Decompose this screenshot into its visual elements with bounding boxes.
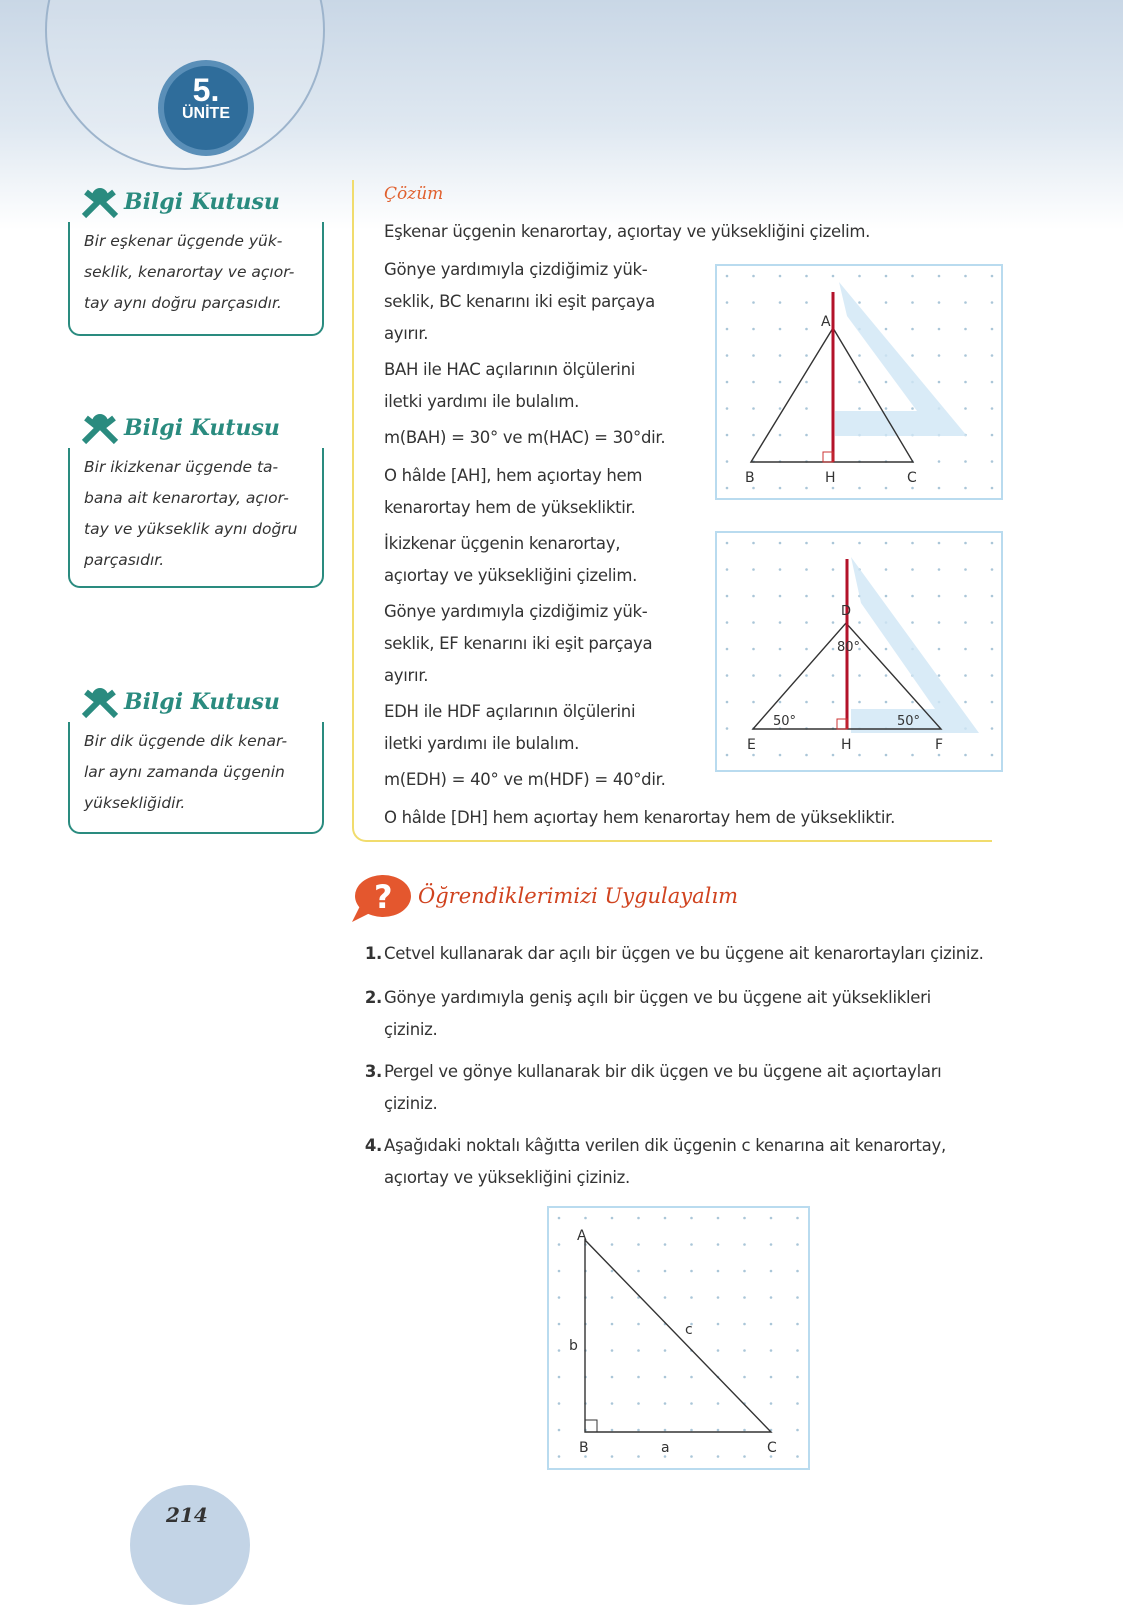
info-box-title: Bilgi Kutusu	[80, 412, 280, 446]
exercise-item: 1. Cetvel kullanarak dar açılı bir üçgen ve bu üçgene ait kenarortayları çiziniz.	[364, 944, 984, 963]
exercise-item: 3. Pergel ve gönye kullanarak bir dik üçgen ve bu üçgene ait açıortayları çiziniz.	[364, 1062, 942, 1113]
solution-paragraph: O hâlde [AH], hem açıortay hem kenarortay hem de yüksekliktir.	[384, 466, 643, 517]
solution-paragraph: Gönye yardımıyla çizdiğimiz yük- seklik, EF kenarını iki eşit parçaya ayırır.	[384, 602, 653, 685]
label-d: D	[841, 604, 852, 619]
label-f: F	[935, 737, 944, 753]
info-box-3	[68, 722, 324, 834]
right-triangle-figure	[547, 1206, 810, 1470]
mascot-icon	[80, 186, 120, 220]
exercises-title: Öğrendiklerimizi Uygulayalım	[418, 884, 739, 908]
label-side-c: c	[685, 1322, 693, 1338]
question-bubble-icon	[350, 872, 412, 924]
solution-intro: Eşkenar üçgenin kenarortay, açıortay ve yüksekliğini çizelim.	[384, 222, 871, 241]
label-e: E	[747, 737, 756, 753]
label-c: C	[767, 1440, 777, 1456]
info-text: yüksekliğidir.	[84, 794, 186, 812]
right-angle-mark	[585, 1420, 597, 1432]
unit-number: 5.	[192, 72, 220, 108]
label-h: H	[841, 737, 852, 753]
set-square-shape	[835, 282, 967, 436]
angle-top: 80°	[837, 640, 861, 655]
page-number: 214	[166, 1503, 208, 1527]
isosceles-triangle-figure	[715, 531, 1003, 772]
dot-grid-figure-2	[717, 533, 1001, 770]
info-text: seklik, kenarortay ve açıor-	[84, 263, 295, 281]
solution-paragraph: İkizkenar üçgenin kenarortay, açıortay ve yüksekliğini çizelim.	[384, 534, 638, 585]
info-box-1	[68, 222, 324, 336]
page-number-badge	[130, 1485, 250, 1605]
label-a: A	[577, 1228, 587, 1244]
exercise-item: 2. Gönye yardımıyla geniş açılı bir üçgen ve bu üçgene ait yükseklikleri çiziniz.	[364, 988, 931, 1039]
info-box-title: Bilgi Kutusu	[80, 186, 280, 220]
label-c: C	[907, 470, 917, 486]
solution-title: Çözüm	[384, 184, 444, 204]
label-a: A	[821, 314, 831, 330]
info-text: bana ait kenarortay, açıor-	[84, 489, 289, 507]
info-text: tay aynı doğru parçasıdır.	[84, 294, 282, 312]
mascot-icon	[80, 412, 120, 446]
set-square-shape	[851, 557, 979, 733]
mascot-icon	[80, 686, 120, 720]
label-b: B	[745, 470, 755, 486]
dot-grid-figure-3	[549, 1208, 808, 1468]
unit-label: ÜNİTE	[182, 105, 230, 122]
info-box-2	[68, 448, 324, 588]
equation-2: m(EDH) = 40° ve m(HDF) = 40°dir.	[384, 770, 666, 789]
unit-badge	[158, 60, 254, 156]
solution-paragraph: BAH ile HAC açılarının ölçülerini iletki yardımı ile bulalım.	[384, 360, 636, 411]
svg-text:?: ?	[374, 878, 393, 916]
label-side-b: b	[569, 1338, 578, 1354]
angle-left: 50°	[773, 714, 797, 729]
angle-right: 50°	[897, 714, 921, 729]
label-side-a: a	[661, 1440, 670, 1456]
solution-paragraph: Gönye yardımıyla çizdiğimiz yük- seklik, BC kenarını iki eşit parçaya ayırır.	[384, 260, 655, 343]
exercise-item: 4. Aşağıdaki noktalı kâğıtta verilen dik üçgenin c kenarına ait kenarortay, açıortay ve yüksekliğini çiziniz.	[364, 1136, 946, 1187]
label-h: H	[825, 470, 836, 486]
solution-paragraph: EDH ile HDF açılarının ölçülerini iletki yardımı ile bulalım.	[384, 702, 636, 753]
equation-1: m(BAH) = 30° ve m(HAC) = 30°dir.	[384, 428, 666, 447]
info-text: Bir ikizkenar üçgende ta-	[84, 458, 279, 476]
info-text: Bir eşkenar üçgende yük-	[84, 232, 283, 250]
dot-grid-figure-1	[717, 266, 1001, 498]
label-b: B	[579, 1440, 589, 1456]
info-text: lar aynı zamanda üçgenin	[84, 763, 285, 781]
info-text: tay ve yükseklik aynı doğru	[84, 520, 298, 538]
info-box-title: Bilgi Kutusu	[80, 686, 280, 720]
equilateral-triangle-figure	[715, 264, 1003, 500]
solution-conclusion: O hâlde [DH] hem açıortay hem kenarortay hem de yüksekliktir.	[384, 808, 896, 827]
info-text: Bir dik üçgende dik kenar-	[84, 732, 288, 750]
info-text: parçasıdır.	[84, 551, 165, 569]
